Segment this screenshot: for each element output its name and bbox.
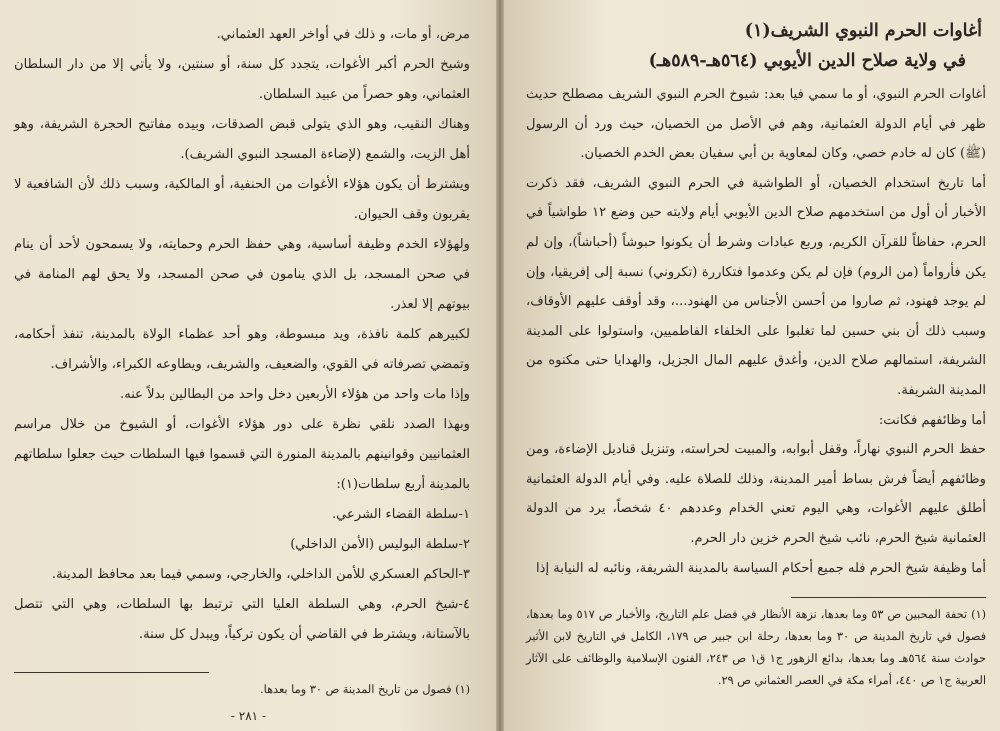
footnote: (١) فصول من تاريخ المدينة ص ٣٠ وما بعدها. xyxy=(260,683,470,696)
book-gutter xyxy=(496,0,504,731)
paragraph: أغاوات الحرم النبوي، أو ما سمي فيا بعد: شيوخ الحرم النبوي الشريف مصطلح حديث ظهر في أيام الدولة العثمانية، وهم في الأصل من الخصيان، حيث ورد أن الرسول (ﷺ) كان له خادم خصي، وكان لمعاوية بن أبي سفيان بعض الخدم الخصيان. xyxy=(526,87,986,162)
list-item: ٣-الحاكم العسكري للأمن الداخلي، والخارجي، وسمي فيما بعد محافظ المدينة. xyxy=(51,567,470,582)
footnote: (١) تحفة المحبين ص ٥٣ وما بعدها، نزهة الأنظار في فضل علم التاريخ، والأخبار ص ٥١٧ وما بعدها، فصول في تاريخ المدينة ص ٣٠ وما بعدها، رحلة ابن جبير ص ١٧٩، الكامل في التاريخ لابن الأثير حوادث سنة ٥٦٤هـ وما بعدها، بدائع الزهور ج١ ق١ ص ٢٤٣، الفنون الإسلامية والوظائف على الآثار العربية ج١ ص ٤٤٠، أمراء مكة في العصر العثماني ص ٢٩. xyxy=(526,608,986,688)
paragraph: مرض، أو مات، و ذلك في أواخر العهد العثماني. xyxy=(216,27,470,42)
chapter-title: أغاوات الحرم النبوي الشريف(١) xyxy=(744,21,982,41)
paragraph: وهناك النقيب، وهو الذي يتولى قبض الصدقات، وبيده مفاتيح الحجرة الشريفة، وهو أهل الزيت، والشمع (لإضاءة المسجد النبوي الشريف). xyxy=(14,117,470,162)
paragraph: وشيخ الحرم أكبر الأغوات، يتجدد كل سنة، أو سنتين، ولا يأتي إلا من دار السلطان العثماني، وهو حصراً من عبيد السلطان. xyxy=(14,57,470,102)
paragraph: لكبيرهم كلمة نافذة، ويد مبسوطة، وهو أحد عظماء الولاة بالمدينة، تنفذ أحكامه، وتمضي تصرفاته في القوي، والضعيف، والشريف، ويطاوعه الكبراء، والأشراف. xyxy=(14,327,470,372)
paragraph: أما وظيفة شيخ الحرم فله جميع أحكام السياسة بالمدينة الشريفة، ونائبه له النيابة إذا xyxy=(536,560,986,576)
list-item: ١-سلطة القضاء الشرعي. xyxy=(331,507,470,522)
footnote-divider xyxy=(14,672,209,673)
paragraph: ولهؤلاء الخدم وظيفة أساسية، وهي حفظ الحرم وحمايته، ولا يسمحون لأحد أن ينام في صحن المسجد، بل الذي ينامون في صحن المسجد، ولا يحق لهم المنامة في بيوتهم إلا لعذر. xyxy=(14,237,470,312)
paragraph: وإذا مات واحد من هؤلاء الأربعين دخل واحد من البطالين بدلاً عنه. xyxy=(120,387,470,402)
page-number: - ٢٨١ - xyxy=(230,709,266,723)
footnote-divider xyxy=(791,597,986,598)
chapter-subtitle: في ولاية صلاح الدين الأيوبي (٥٦٤هـ-٥٨٩هـ) xyxy=(648,51,966,71)
paragraph: ويشترط أن يكون هؤلاء الأغوات من الحنفية، أو المالكية، وسبب ذلك لأن الشافعية لا يقربون وقف الحيوان. xyxy=(14,177,470,222)
right-page xyxy=(504,0,1000,731)
paragraph: حفظ الحرم النبوي نهاراً، وقفل أبوابه، والمبيت لحراسته، وتنزيل قناديل الإضاءة، ومن وظائفهم أيضاً فرش بساط أمير المدينة، وذلك للصلاة عليه. وفي أيام الدولة العثمانية أطلق عليهم الأغوات، وهي اليوم تعني الخدام وعددهم ٤٠ شخصاً، يرد من الدولة العثمانية شيخ الحرم، نائب شيخ الحرم خزين دار الحرم. xyxy=(526,442,986,546)
left-page xyxy=(0,0,496,731)
right-body xyxy=(526,80,986,583)
list-item: ٤-شيخ الحرم، وهي السلطة العليا التي ترتبط بها السلطات، وهي التي تتصل بالآستانة، ويشترط في القاضي أن يكون تركياً، ويبدل كل سنة. xyxy=(14,597,470,642)
paragraph: أما تاريخ استخدام الخصيان، أو الطواشية في الحرم النبوي الشريف، فقد ذكرت الأخبار أن أول من استخدمهم صلاح الدين الأيوبي أيام ولايته حين وضع ١٢ طواشياً في الحرم، حفاظاً للقرآن الكريم، وربع عبادات وشرط أن يكونوا حبوشاً (أحباشاً)، وإن لم يكن فأرواماً (من الروم) فإن لم يكن وعدموا فتكاررة (تكروني) نسبة إلى إفريقيا، وإن لم يوجد فهنود، ثم صاروا من أحسن الأجناس من الهنود...، وقد أوقف عليهم الأوقاف، وسبب ذلك أن بني حسين لما تغلبوا على الخلفاء الفاطميين، واستولوا على المدينة الشريفة، استمالهم صلاح الدين، وأغدق عليهم المال الجزيل، والهدايا حتى مكنوه من المدينة الشريفة. xyxy=(526,175,987,398)
list-item: ٢-سلطة البوليس (الأمن الداخلي) xyxy=(290,537,470,552)
paragraph: أما وظائفهم فكانت: xyxy=(878,412,986,428)
left-body xyxy=(14,20,470,650)
paragraph: وبهذا الصدد نلقي نظرة على دور هؤلاء الأغوات، أو الشيوخ من خلال مراسم العثمانيين وقوانينهم بالمدينة المنورة التي قسموا فيها السلطات حيث جعلوا سلطاتهم بالمدينة أربع سلطات(١): xyxy=(14,417,470,492)
